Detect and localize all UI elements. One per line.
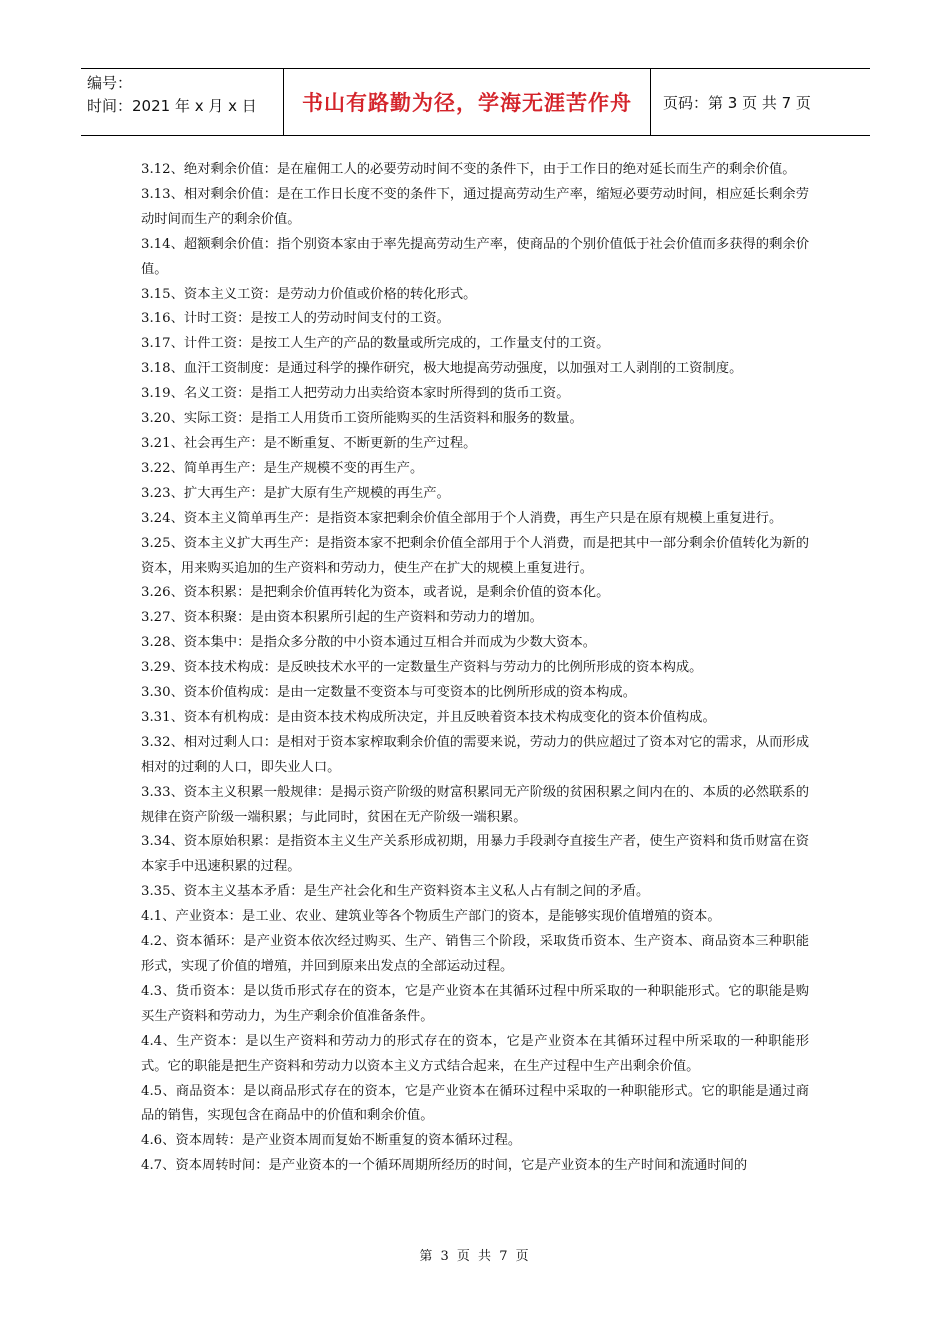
paragraph: 3.16、计时工资：是按工人的劳动时间支付的工资。 (141, 311, 450, 327)
paragraph: 3.33、资本主义积累一般规律：是揭示资产阶级的财富积累同无产阶级的贫困积累之间内在的、本质的必然联系的规律在资产阶级一端积累；与此同时，贫困在无产阶级一端积累。 (141, 784, 809, 825)
header-time-label: 时间：2021 年 x 月 x 日 (87, 97, 257, 115)
paragraph: 3.32、相对过剩人口：是相对于资本家榨取剩余价值的需要来说，劳动力的供应超过了资本对它的需求，从而形成相对的过剩的人口，即失业人口。 (141, 734, 809, 775)
paragraph: 3.34、资本原始积累：是指资本主义生产关系形成初期，用暴力手段剥夺直接生产者，使生产资料和货币财富在资本家手中迅速积累的过程。 (141, 834, 809, 875)
paragraph: 4.7、资本周转时间：是产业资本的一个循环周期所经历的时间，它是产业资本的生产时间和流通时间的 (141, 1158, 748, 1174)
paragraph: 3.12、绝对剩余价值：是在雇佣工人的必要劳动时间不变的条件下，由于工作日的绝对延长而生产的剩余价值。 (141, 162, 796, 177)
paragraph: 4.2、资本循环：是产业资本依次经过购买、生产、销售三个阶段，采取货币资本、生产资本、商品资本三种职能形式，实现了价值的增殖，并回到原来出发点的全部运动过程。 (141, 934, 809, 974)
paragraph: 4.3、货币资本：是以货币形式存在的资本，它是产业资本在其循环过程中所采取的一种职能形式。它的职能是购买生产资料和劳动力，为生产剩余价值准备条件。 (141, 983, 809, 1024)
paragraph: 4.1、产业资本：是工业、农业、建筑业等各个物质生产部门的资本，是能够实现价值增殖的资本。 (141, 909, 721, 925)
header-page-label: 页码：第 3 页 共 7 页 (663, 93, 811, 112)
paragraph: 4.6、资本周转：是产业资本周而复始不断重复的资本循环过程。 (141, 1133, 522, 1149)
page-header (81, 68, 870, 136)
paragraph: 3.15、资本主义工资：是劳动力价值或价格的转化形式。 (141, 286, 477, 302)
paragraph: 3.21、社会再生产：是不断重复、不断更新的生产过程。 (141, 435, 477, 451)
paragraph: 3.27、资本积聚：是由资本积累所引起的生产资料和劳动力的增加。 (141, 610, 543, 626)
paragraph: 4.5、商品资本：是以商品形式存在的资本，它是产业资本在循环过程中采取的一种职能形式。它的职能是通过商品的销售，实现包含在商品中的价值和剩余价值。 (141, 1083, 809, 1124)
paragraph: 3.14、超额剩余价值：指个别资本家由于率先提高劳动生产率，使商品的个别价值低于社会价值而多获得的剩余价值。 (141, 236, 809, 277)
paragraph: 4.4、生产资本：是以生产资料和劳动力的形式存在的资本，它是产业资本在其循环过程中所采取的一种职能形式。它的职能是把生产资料和劳动力以资本主义方式结合起来，在生产过程中生产出剩余价值。 (141, 1033, 809, 1074)
header-meta (81, 69, 284, 135)
footer-page-number: 第 3 页 共 7 页 (419, 1249, 531, 1264)
paragraph: 3.30、资本价值构成：是由一定数量不变资本与可变资本的比例所形成的资本构成。 (141, 685, 636, 701)
paragraph: 3.29、资本技术构成：是反映技术水平的一定数量生产资料与劳动力的比例所形成的资本构成。 (141, 660, 703, 676)
paragraph: 3.28、资本集中：是指众多分散的中小资本通过互相合并而成为少数大资本。 (141, 635, 597, 651)
paragraph: 3.25、资本主义扩大再生产：是指资本家不把剩余价值全部用于个人消费，而是把其中一部分剩余价值转化为新的资本，用来购买追加的生产资料和劳动力，使生产在扩大的规模上重复进行。 (141, 535, 809, 576)
header-motto-cell (284, 69, 651, 135)
paragraph: 3.13、相对剩余价值：是在工作日长度不变的条件下，通过提高劳动生产率，缩短必要劳动时间，相应延长剩余劳动时间而生产的剩余价值。 (141, 186, 809, 227)
paragraph: 3.17、计件工资：是按工人生产的产品的数量或所完成的，工作量支付的工资。 (141, 336, 610, 352)
header-page-cell (651, 69, 870, 135)
paragraph: 3.22、简单再生产：是生产规模不变的再生产。 (141, 460, 424, 476)
paragraph: 3.20、实际工资：是指工人用货币工资所能购买的生活资料和服务的数量。 (141, 411, 583, 427)
paragraph: 3.18、血汗工资制度：是通过科学的操作研究，极大地提高劳动强度，以加强对工人剥削的工资制度。 (141, 361, 743, 377)
paragraph: 3.26、资本积累：是把剩余价值再转化为资本，或者说，是剩余价值的资本化。 (141, 585, 610, 601)
header-motto: 书山有路勤为径，学海无涯苦作舟 (302, 91, 632, 115)
header-id-label: 编号： (87, 74, 133, 92)
paragraph: 3.35、资本主义基本矛盾：是生产社会化和生产资料资本主义私人占有制之间的矛盾。 (141, 884, 650, 900)
paragraph: 3.19、名义工资：是指工人把劳动力出卖给资本家时所得到的货币工资。 (141, 386, 570, 402)
document-body (141, 158, 809, 1179)
paragraph: 3.24、资本主义简单再生产：是指资本家把剩余价值全部用于个人消费，再生产只是在原有规模上重复进行。 (141, 510, 783, 526)
paragraph: 3.31、资本有机构成：是由资本技术构成所决定，并且反映着资本技术构成变化的资本价值构成。 (141, 709, 716, 725)
page-footer (0, 1245, 950, 1264)
paragraph: 3.23、扩大再生产：是扩大原有生产规模的再生产。 (141, 485, 450, 501)
